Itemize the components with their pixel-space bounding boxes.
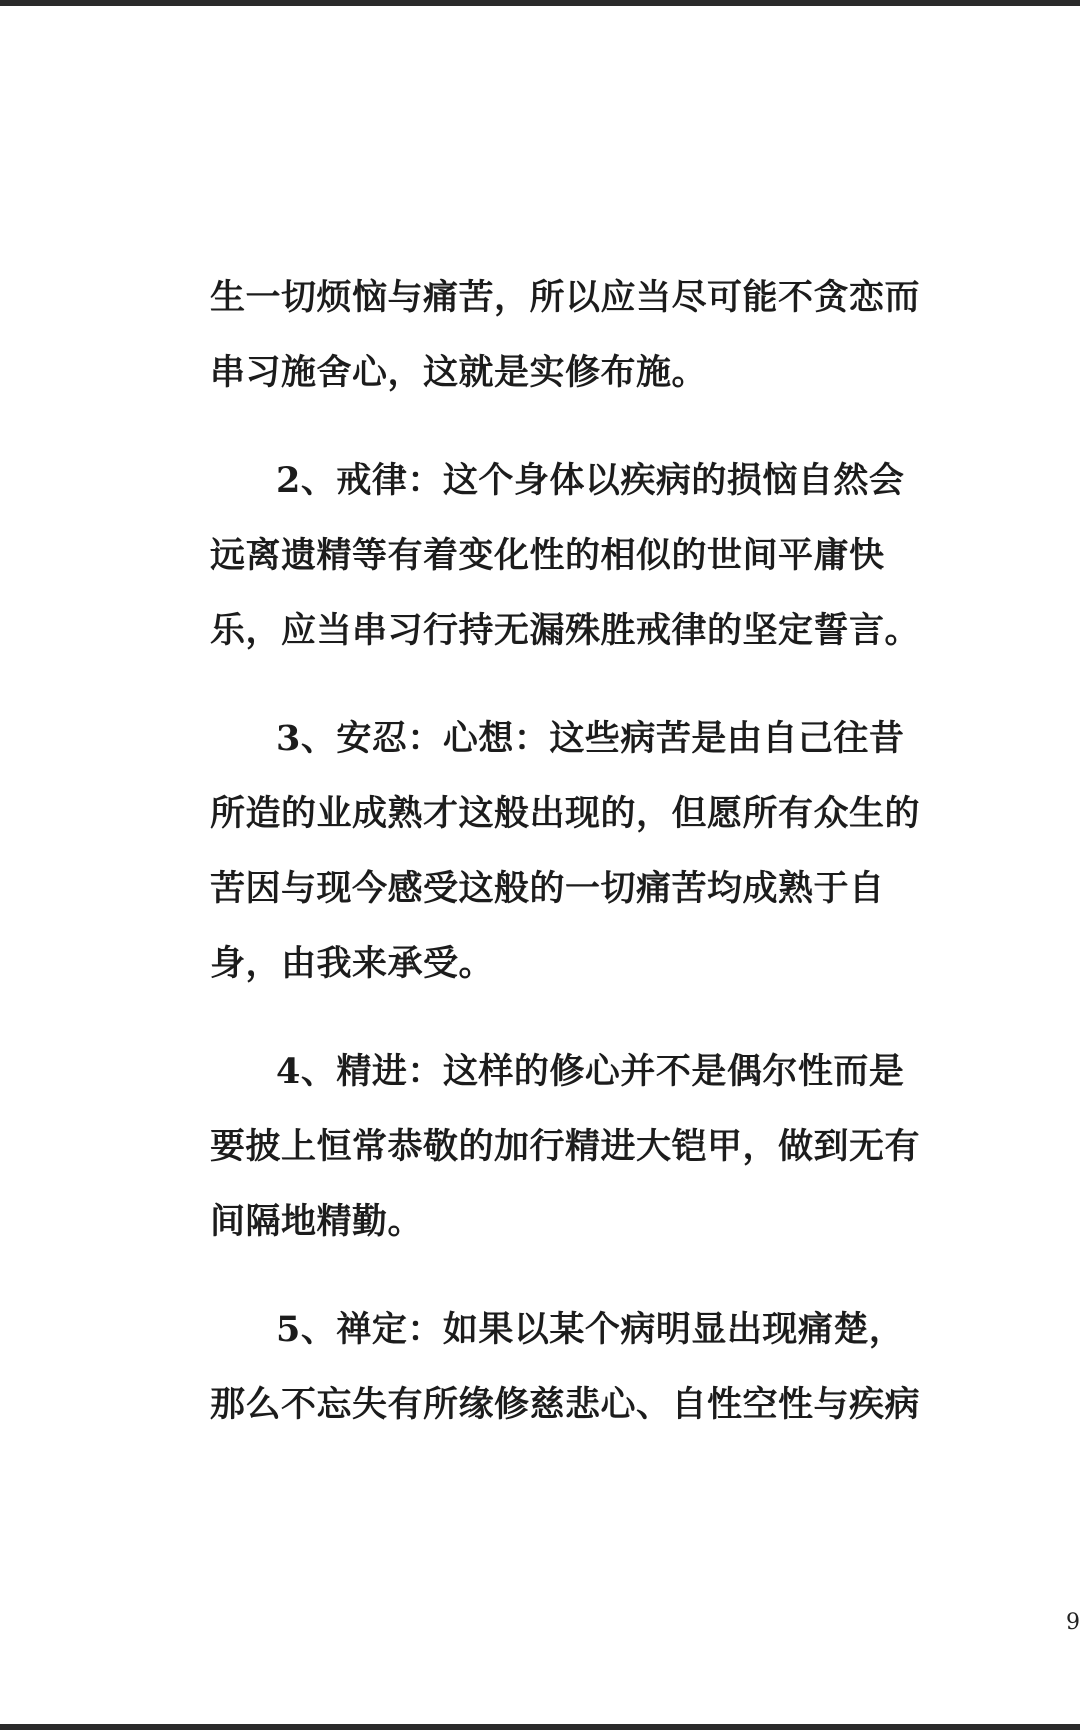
text-line: 身，由我来承受。: [210, 943, 495, 984]
paragraph-continuation: [210, 260, 921, 410]
text-line: 远离遗精等有着变化性的相似的世间平庸快: [210, 535, 885, 576]
text-line: 那么不忘失有所缘修慈悲心、自性空性与疾病: [210, 1384, 921, 1425]
text-line: 间隔地精勤。: [210, 1201, 424, 1242]
text-line: 串习施舍心，这就是实修布施。: [210, 352, 708, 393]
text-line: 生一切烦恼与痛苦，所以应当尽可能不贪恋而: [210, 277, 921, 318]
paragraph-patience: [210, 701, 921, 1001]
text-line: 3、安忍：心想：这些病苦是由自己往昔: [276, 718, 905, 759]
text-line: 所造的业成熟才这般出现的，但愿所有众生的: [210, 793, 921, 834]
bottom-border: [0, 1724, 1080, 1730]
paragraph-precepts: [210, 443, 921, 668]
page-number: 9: [1066, 1610, 1080, 1635]
text-line: 苦因与现今感受这般的一切痛苦均成熟于自: [210, 868, 885, 909]
paragraph-meditation: [210, 1292, 921, 1442]
text-line: 2、戒律：这个身体以疾病的损恼自然会: [276, 460, 905, 501]
text-line: 5、禅定：如果以某个病明显出现痛楚，: [276, 1309, 905, 1350]
top-border: [0, 0, 1080, 6]
document-body: [210, 260, 921, 1442]
text-line: 乐，应当串习行持无漏殊胜戒律的坚定誓言。: [210, 610, 921, 651]
text-line: 要披上恒常恭敬的加行精进大铠甲，做到无有: [210, 1126, 921, 1167]
paragraph-diligence: [210, 1034, 921, 1259]
text-line: 4、精进：这样的修心并不是偶尔性而是: [276, 1051, 905, 1092]
